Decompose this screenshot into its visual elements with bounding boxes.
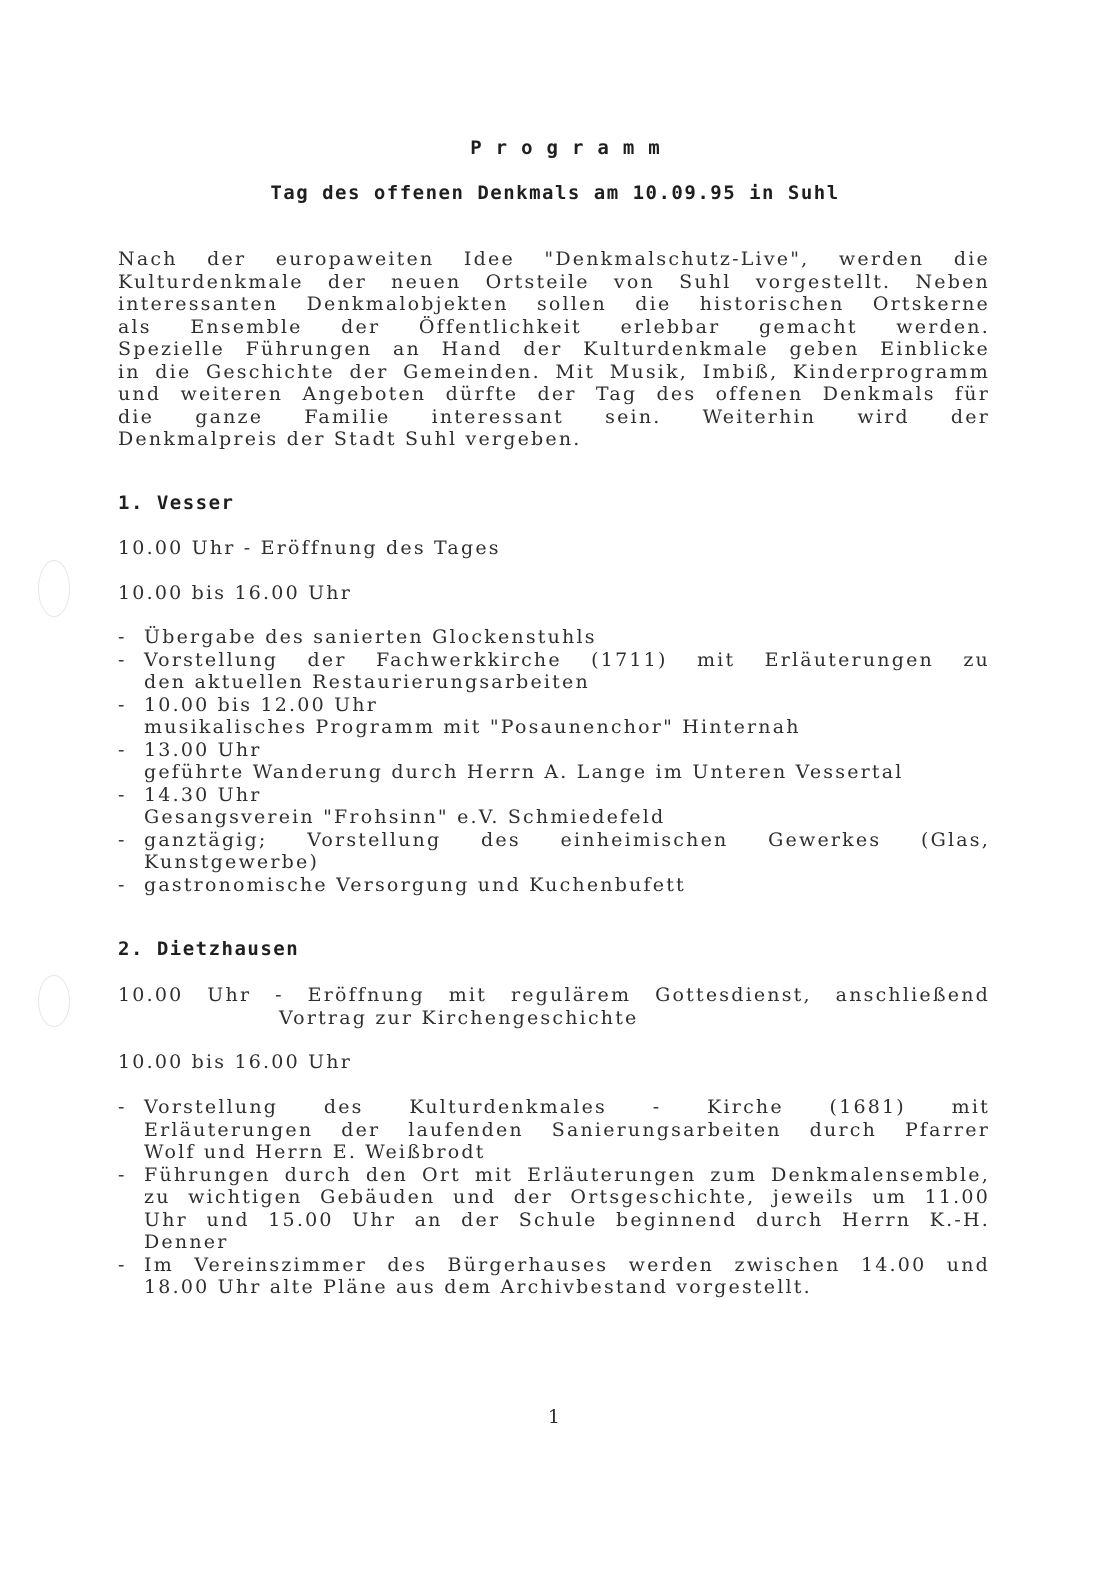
list-item-line: 14.30 Uhr: [144, 783, 262, 806]
list-item: [118, 874, 990, 897]
list-dash: -: [118, 1163, 127, 1186]
list-item-line: Übergabe des sanierten Glockenstuhls: [144, 626, 597, 648]
section-heading-dietzhausen: 2. Dietzhausen: [118, 938, 300, 960]
list-item-line: geführte Wanderung durch Herrn A. Lange im Unteren Vessertal: [144, 761, 904, 783]
list-item-line: Gesangsverein "Frohsinn" e.V. Schmiedefeld: [144, 806, 666, 828]
intro-line: Nach der europaweiten Idee "Denkmalschutz-Live", werden die: [118, 248, 990, 270]
list-dash: -: [118, 738, 127, 761]
dietzhausen-timespan: [118, 1051, 990, 1074]
list-item-line: 10.00 bis 12.00 Uhr: [144, 693, 379, 716]
intro-line: Denkmalpreis der Stadt Suhl vergeben.: [118, 428, 582, 450]
list-dash: -: [118, 626, 127, 648]
list-item-line: musikalisches Programm mit "Posaunenchor" Hinternah: [144, 716, 801, 738]
page-number: 1: [547, 1406, 563, 1428]
list-item: [118, 1164, 990, 1254]
intro-line: Spezielle Führungen an Hand der Kulturdenkmale geben Einblicke: [118, 338, 990, 360]
scan-mark-1: [38, 560, 70, 617]
list-item-line: Führungen durch den Ort mit Erläuterungen zum Denkmalensemble,: [144, 1163, 990, 1186]
list-item: [118, 626, 990, 649]
list-dash: -: [118, 1096, 127, 1118]
vesser-program-list: [118, 626, 990, 896]
list-item: [118, 739, 990, 784]
document-subtitle: Tag des offenen Denkmals am 10.09.95 in Suhl: [270, 182, 840, 204]
list-item: [118, 1096, 990, 1164]
intro-line: die ganze Familie interessant sein. Weiterhin wird der: [118, 405, 990, 428]
intro-line: Kulturdenkmale der neuen Ortsteile von Suhl vorgestellt. Neben: [118, 270, 990, 293]
list-item-line: Kunstgewerbe): [144, 851, 320, 873]
list-dash: -: [118, 873, 127, 896]
list-item-line: 13.00 Uhr: [144, 738, 262, 761]
list-item-line: Vorstellung des Kulturdenkmales - Kirche (1681) mit: [144, 1096, 990, 1118]
list-dash: -: [118, 783, 127, 806]
list-item-line: Denner: [144, 1231, 229, 1253]
list-item: [118, 784, 990, 829]
list-item-line: zu wichtigen Gebäuden und der Ortsgeschichte, jeweils um 11.00: [144, 1186, 990, 1208]
list-item-line: Im Vereinszimmer des Bürgerhauses werden zwischen 14.00 und: [144, 1253, 990, 1276]
intro-line: interessanten Denkmalobjekten sollen die historischen Ortskerne: [118, 293, 990, 315]
opening-line: 10.00 Uhr - Eröffnung mit regulärem Gottesdienst, anschließend: [118, 984, 990, 1006]
document-title: Programm: [470, 137, 674, 159]
list-dash: -: [118, 828, 127, 851]
list-dash: -: [118, 693, 127, 716]
intro-line: und weiteren Angeboten dürfte der Tag des offenen Denkmals für: [118, 383, 990, 405]
dietzhausen-opening: [118, 984, 990, 1029]
intro-line: als Ensemble der Öffentlichkeit erlebbar gemacht werden.: [118, 315, 990, 338]
list-item: [118, 829, 990, 874]
list-item-line: Uhr und 15.00 Uhr an der Schule beginnend durch Herrn K.-H.: [144, 1208, 990, 1231]
list-item: [118, 1254, 990, 1299]
dietzhausen-program-list: [118, 1096, 990, 1299]
opening-text: 10.00 Uhr - Eröffnung des Tages: [118, 537, 501, 559]
intro-paragraph: [118, 248, 990, 451]
timespan-text: 10.00 bis 16.00 Uhr: [118, 1051, 353, 1073]
section-heading-vesser: 1. Vesser: [118, 492, 235, 514]
list-dash: -: [118, 648, 127, 671]
list-item-line: 18.00 Uhr alte Pläne aus dem Archivbestand vorgestellt.: [144, 1276, 812, 1298]
list-item-line: ganztägig; Vorstellung des einheimischen Gewerkes (Glas,: [144, 828, 990, 851]
list-dash: -: [118, 1253, 127, 1276]
list-item: [118, 649, 990, 694]
scan-mark-2: [38, 975, 70, 1027]
vesser-opening: [118, 537, 990, 560]
list-item-line: Wolf und Herrn E. Weißbrodt: [144, 1141, 486, 1163]
list-item-line: Vorstellung der Fachwerkkirche (1711) mit Erläuterungen zu: [144, 648, 990, 671]
timespan-text: 10.00 bis 16.00 Uhr: [118, 582, 353, 604]
list-item-line: Erläuterungen der laufenden Sanierungsarbeiten durch Pfarrer: [144, 1118, 990, 1141]
vesser-timespan: [118, 582, 990, 605]
list-item-line: gastronomische Versorgung und Kuchenbufett: [144, 873, 686, 896]
list-item: [118, 694, 990, 739]
opening-line: Vortrag zur Kirchengeschichte: [279, 1006, 639, 1029]
list-item-line: den aktuellen Restaurierungsarbeiten: [144, 671, 590, 693]
intro-line: in die Geschichte der Gemeinden. Mit Musik, Imbiß, Kinderprogramm: [118, 360, 990, 383]
